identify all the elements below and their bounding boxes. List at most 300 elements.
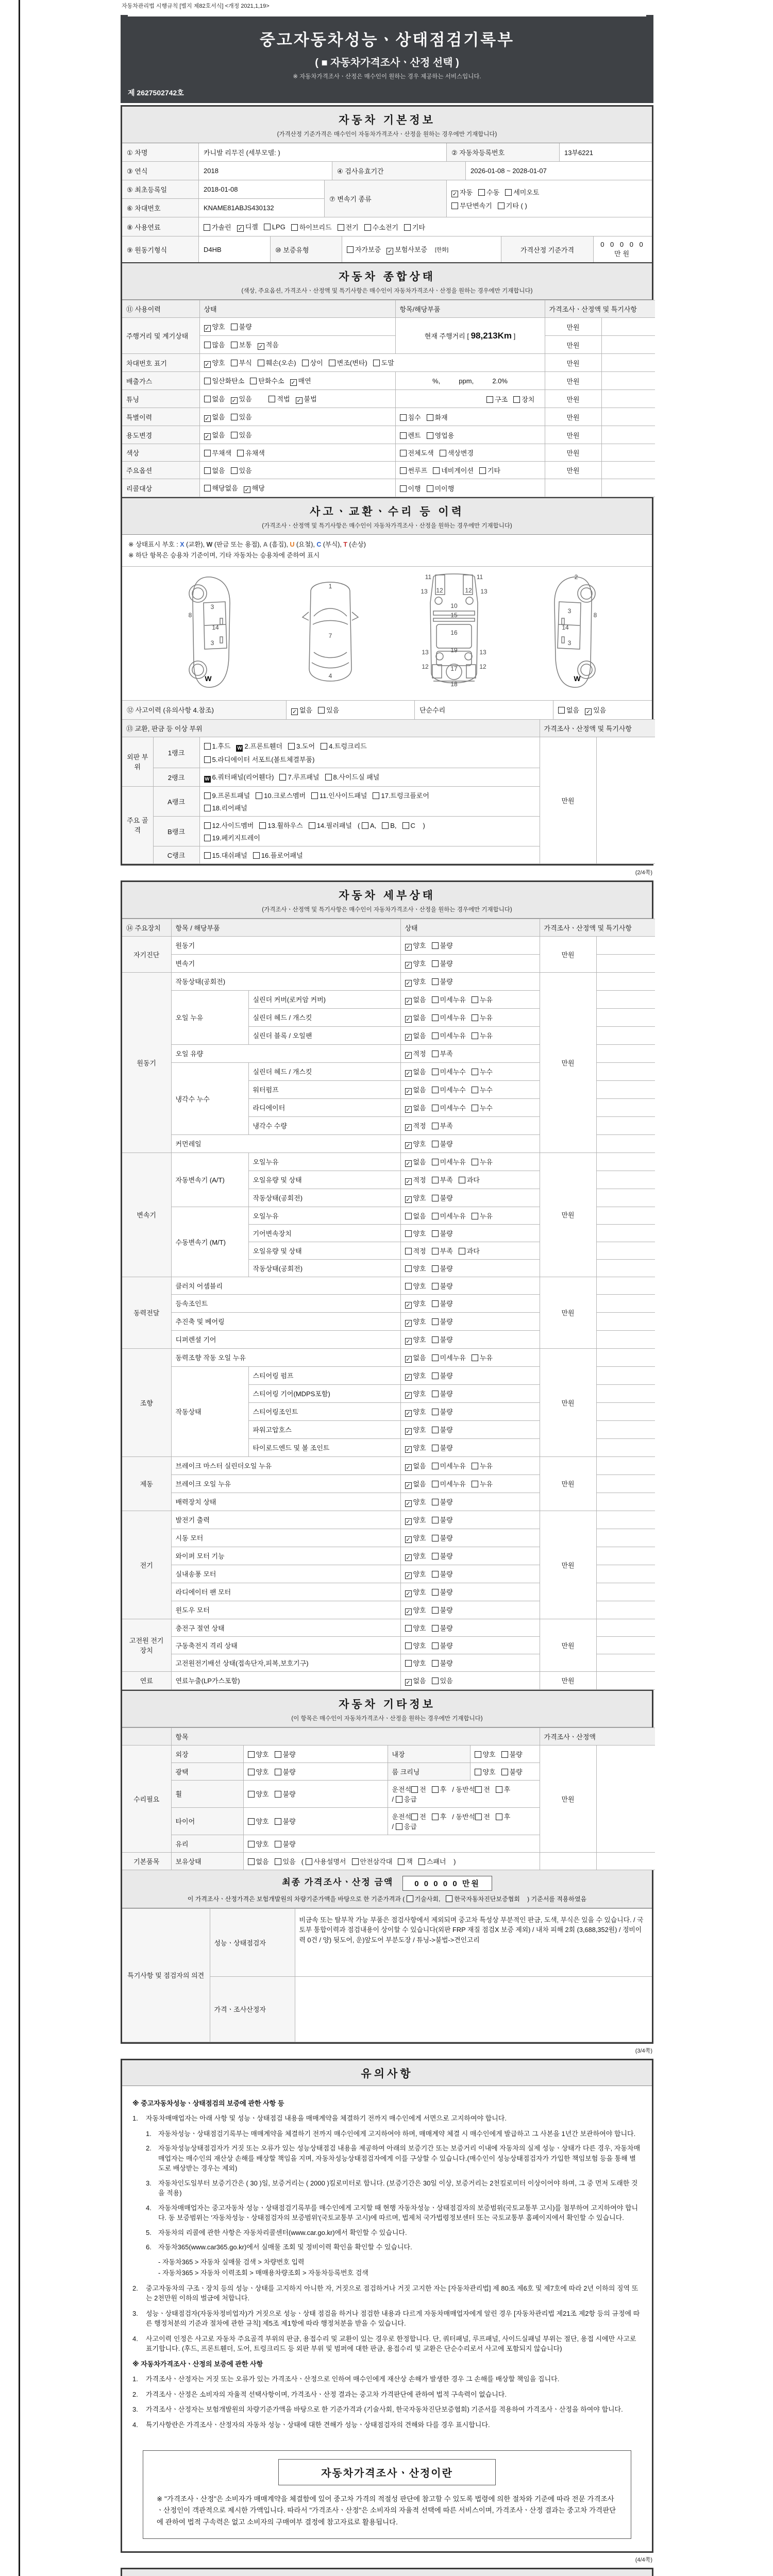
checkbox-icon: [446, 1895, 452, 1902]
checkbox-option-label: 누유: [479, 1212, 493, 1220]
checkbox-icon: [432, 1589, 439, 1596]
checkbox-icon: [318, 707, 325, 714]
checkbox-option: [432, 1587, 453, 1597]
checkbox-option: [472, 1030, 493, 1040]
checkbox-option: [248, 1767, 269, 1776]
checkbox-icon: ✓: [244, 487, 249, 493]
checkbox-option: [405, 1228, 426, 1238]
detail-item-note: [596, 1366, 655, 1384]
checkbox-icon: [432, 1123, 439, 1129]
checkbox-option: [396, 1794, 417, 1804]
checkbox-option: [325, 772, 380, 782]
checkbox-icon: [432, 1463, 439, 1469]
polish-label: 광택: [171, 1762, 243, 1780]
page-left-edge-line: [19, 0, 20, 2576]
checkbox-icon: [411, 1814, 418, 1820]
checkbox-icon: [275, 1791, 281, 1798]
detail-item-label: 연료누출(LP가스포함): [171, 1671, 400, 1689]
checkbox-option: [432, 1443, 453, 1452]
detail-item-options: [400, 1529, 540, 1547]
checkbox-icon: [204, 485, 211, 492]
checkbox-option: [405, 1048, 426, 1059]
text-segment: (: [301, 1857, 306, 1866]
checkbox-option: [264, 223, 285, 231]
simple-repair-label: 단순수리: [414, 701, 553, 719]
checkbox-option: [405, 1334, 426, 1345]
checkbox-option: [405, 1443, 426, 1453]
detail-item-options: [400, 1080, 540, 1098]
checkbox-icon: [451, 202, 458, 209]
checkbox-option-label: 적정: [413, 1122, 426, 1130]
notice-item-number: 4.: [146, 2204, 152, 2212]
checkbox-option: [501, 1749, 523, 1759]
checkbox-icon: ✓: [406, 1608, 411, 1615]
detail-mid-label: 수동변속기 (M/T): [171, 1207, 248, 1277]
checkbox-option-label: 잭: [406, 1857, 413, 1866]
checkbox-option-label: 없음: [413, 1480, 426, 1488]
checkbox-option-label: 후: [503, 1785, 511, 1793]
checkbox-icon: ✓: [406, 1392, 411, 1399]
detail-item-label: 라디에이터: [248, 1098, 400, 1116]
engine-type-value: D4HB: [198, 236, 270, 262]
checkbox-option-label: 부족: [440, 1122, 453, 1130]
checkbox-option: [400, 483, 421, 493]
checkbox-option: [432, 1211, 466, 1221]
rank2-label: 2랭크: [153, 768, 199, 786]
emission-note: [601, 372, 655, 390]
final-price-label: 최종 가격조사ㆍ산정 금액: [282, 1877, 394, 1887]
mileage-price-2: 만원: [545, 336, 601, 354]
notice-item-text: 중고자동차의 구조ㆍ장치 등의 성능ㆍ상태를 고지하지 아니한 자, 거짓으로 점검하거나 거짓 고지한 자는 [자동차관리법] 제 80조 제6호 및 제7호에 따라 2년 이하의 징역 또는 2천만원 이하의 벌금에 처합니다.: [146, 2284, 638, 2302]
checkbox-option: [472, 1157, 493, 1166]
checkbox-option: [204, 376, 245, 385]
inspection-period-label: ④ 검사유효기간: [332, 162, 465, 180]
checkbox-option: [459, 1246, 480, 1256]
detail-mid-label: 작동상태: [171, 1366, 248, 1456]
checkbox-option: [432, 1084, 466, 1094]
detail-item-label: 기어변속장치: [248, 1224, 400, 1242]
checkbox-option: [432, 1048, 453, 1058]
diagram-panel-number: 12: [436, 586, 443, 594]
reg-vin-stack: [122, 180, 324, 217]
interior-label: 내장: [388, 1745, 470, 1762]
checkbox-option-label: 해당: [251, 484, 265, 492]
checkbox-icon: [432, 942, 439, 949]
checkbox-option: [446, 1894, 520, 1903]
checkbox-option-label: 미세누유: [440, 1212, 466, 1220]
detail-item-label: 실린더 블록 / 오일팬: [248, 1026, 400, 1044]
checkbox-option-label: 보통: [239, 341, 252, 349]
detail-item-options: [400, 1330, 540, 1348]
checkbox-option-label: 없음: [413, 1158, 426, 1166]
text-segment: 운전석: [392, 1785, 412, 1793]
detail-item-label: 등속조인트: [171, 1294, 400, 1312]
checkbox-option: [248, 1839, 269, 1849]
detail-item-options: [400, 1062, 540, 1080]
checkbox-option: [400, 412, 421, 422]
detail-item-label: 스티어링 펌프: [248, 1366, 400, 1384]
checkbox-icon: ✓: [406, 1464, 411, 1471]
checkbox-option: [291, 222, 332, 232]
detail-group-price: 만원: [540, 1619, 596, 1671]
detail-item-options: [400, 954, 540, 972]
detail-item-label: 오일누유: [248, 1153, 400, 1171]
detail-item-options: [400, 1116, 540, 1134]
checkbox-icon: [400, 467, 407, 474]
checkbox-option-label: 적음: [265, 341, 279, 349]
checkbox-option: [405, 1211, 426, 1221]
detail-item-options: [400, 1026, 540, 1044]
diagram-panel-number: 3: [567, 607, 572, 615]
checkbox-option-label: 디젤: [245, 223, 258, 231]
checkbox-icon: [496, 1814, 502, 1820]
checkbox-option: [451, 187, 473, 197]
checkbox-icon: [382, 822, 389, 829]
checkbox-icon: [432, 1625, 439, 1632]
checkbox-option-label: 기타 ( ): [506, 202, 527, 210]
state-code-letter: U: [290, 541, 295, 548]
detail-item-note: [596, 1636, 655, 1654]
checkbox-option-label: 불량: [440, 1659, 453, 1667]
checkbox-option-label: 미세누유: [440, 1031, 466, 1040]
checkbox-option: [432, 1121, 453, 1130]
checkbox-option: [405, 1246, 426, 1256]
detail-item-note: [596, 1547, 655, 1565]
checkbox-option-label: 1.후드: [212, 742, 231, 750]
vin-marking-note: [601, 354, 655, 372]
checkbox-icon: [400, 432, 407, 439]
text-segment: (: [358, 821, 362, 829]
checkbox-icon: [279, 774, 286, 781]
detail-item-label: 충전구 절연 상태: [171, 1619, 400, 1636]
vin-value: KNAME81ABJS430132: [198, 199, 324, 217]
detail-item-options: [400, 1134, 540, 1153]
state-code-desc: (요철),: [294, 541, 317, 548]
checkbox-option-label: 변조(변타): [337, 359, 367, 367]
text-segment: /: [392, 1822, 396, 1831]
detail-group-price: 만원: [540, 1348, 596, 1456]
notice-item-line: - 자동차365 > 자동차 이력조회 > 매매용차량조회 > 자동차등록번호 검색: [158, 2269, 368, 2277]
checkbox-option: [398, 1856, 413, 1866]
checkbox-icon: [231, 432, 238, 438]
checkbox-option: [432, 1334, 453, 1344]
checkbox-option: [472, 1084, 493, 1094]
checkbox-option-label: 없음: [413, 1086, 426, 1094]
state-code-letter: W: [206, 541, 213, 548]
checkbox-option: [204, 222, 231, 232]
checkbox-option-label: 불량: [440, 1282, 453, 1290]
checkbox-option-label: 불량: [282, 1840, 296, 1848]
other-col-item: 항목: [171, 1727, 540, 1745]
checkbox-icon: [352, 1858, 359, 1865]
checkbox-icon: [432, 1372, 439, 1379]
checkbox-icon: [472, 1159, 478, 1165]
main-option-label: 주요옵션: [122, 462, 199, 479]
checkbox-icon: ✓: [388, 248, 393, 255]
checkbox-option-label: 미세누유: [440, 1480, 466, 1488]
checkbox-option: [318, 705, 339, 715]
checkbox-option: [275, 1789, 296, 1799]
detail-item-note: [596, 1189, 655, 1207]
detail-item-options: [400, 1601, 540, 1619]
checkbox-option: [231, 412, 252, 421]
checkbox-option: [405, 1640, 426, 1650]
checkbox-icon: [325, 774, 332, 781]
outer-panel-group-label: 외판 부위: [122, 737, 153, 786]
checkbox-option-label: 양호: [413, 1444, 426, 1452]
checkbox-option-label: 하이브리드: [299, 223, 332, 231]
tire-label: 타이어: [171, 1807, 243, 1835]
notice-item: [132, 2420, 642, 2430]
checkbox-option-label: 불량: [440, 1606, 453, 1614]
checkbox-option: [364, 222, 398, 232]
detail-item-note: [596, 1153, 655, 1171]
accident-legend: [122, 535, 652, 567]
detail-group-price: 만원: [540, 1277, 596, 1348]
detail-item-note: [596, 1080, 655, 1098]
exterior-options: [243, 1745, 388, 1762]
detail-item-note: [596, 1312, 655, 1330]
opinion-section-label: 특기사항 및 점검자의 의견: [122, 1908, 210, 2042]
detail-item-note: [596, 1511, 655, 1529]
checkbox-icon: [407, 1895, 413, 1902]
notice-item-text: 성능ㆍ상태점검자(자동차정비업자)가 거짓으로 성능ㆍ상태 점검을 하거나 점검한 내용과 다르게 자동차매매업자에게 알린 경우 [자동차관리법 제21조 제2항 등의 규정에 따른 행정처분의 기준과 절차에 관한 규칙] 제5조 제1항에 따라 행정처분을 받을 수 있습니다.: [146, 2309, 640, 2327]
detail-item-note: [596, 1098, 655, 1116]
diagram-panel-number: 13: [421, 587, 428, 595]
text-segment: ): [421, 821, 425, 829]
text-segment: 이 가격조사ㆍ산정가격은 보험개발원의 차량기준가액을 바탕으로 한 기준가격과 (: [187, 1895, 407, 1903]
checkbox-option-label: 양호: [413, 1588, 426, 1596]
checkbox-icon: [472, 1014, 478, 1021]
checkbox-option: [432, 1497, 453, 1506]
checkbox-option-label: 없음: [413, 1676, 426, 1685]
car-name-value: 카니발 리무진 (세부모델: ): [198, 143, 446, 161]
summary-col-price: 가격조사ㆍ산정액 및 특기사항: [545, 300, 655, 318]
usage-change-options: [199, 426, 395, 444]
detail-item-options: [400, 1511, 540, 1529]
checkbox-option-label: 기타: [412, 223, 426, 231]
checkbox-option-label: 5.라디에이터 서포트(볼트체결부품): [212, 755, 315, 764]
checkbox-icon: [288, 743, 295, 750]
checkbox-option: [382, 822, 396, 829]
panel-damage-price-header: 가격조사ㆍ산정액 및 특기사항: [540, 719, 655, 737]
checkbox-option-label: 훼손(오손): [265, 359, 296, 367]
checkbox-option-label: 과다: [466, 1176, 480, 1184]
rankC-items: [199, 846, 540, 863]
checkbox-option-label: 7.루프패널: [288, 773, 320, 781]
checkbox-icon: [204, 396, 211, 402]
checkbox-option-label: 있음: [440, 1676, 453, 1685]
checkbox-option-label: 세미오토: [513, 189, 540, 196]
checkbox-option-label: 누유: [479, 995, 493, 1004]
diagram-panel-number: 4: [328, 672, 332, 680]
text-segment: ) 기준서를 적용하였음: [525, 1895, 587, 1903]
checkbox-option-label: 수소전기: [372, 223, 398, 231]
other-info-table: [122, 1727, 655, 1870]
recall-price: [545, 479, 601, 497]
checkbox-option: [373, 790, 429, 800]
checkbox-option-label: 양호: [482, 1750, 496, 1758]
basic-info-title: [122, 107, 652, 143]
notice-item-number: 2.: [146, 2144, 152, 2152]
checkbox-option-label: 불량: [282, 1790, 296, 1798]
checkbox-icon: [432, 1535, 439, 1541]
checkbox-icon: ✓: [406, 1500, 411, 1507]
checkbox-option: [432, 1605, 453, 1615]
checkbox-icon: [432, 1265, 439, 1272]
checkbox-option-label: 전체도색: [408, 449, 434, 457]
checkbox-option-label: 없음: [212, 395, 225, 403]
recall-items: [395, 479, 545, 497]
checkbox-option-label: 없음: [413, 1353, 426, 1362]
special-history-label: 특별이력: [122, 408, 199, 426]
detail-item-note: [596, 1438, 655, 1456]
checkbox-option: [432, 1784, 447, 1794]
checkbox-icon: ✓: [406, 1196, 411, 1203]
checkbox-option-label: 불량: [440, 941, 453, 950]
checkbox-option-label: 있음: [239, 431, 252, 439]
checkbox-option-label: 12.사이드멤버: [212, 821, 254, 829]
checkbox-option-label: 불량: [440, 1552, 453, 1560]
checkbox-option: [472, 1066, 493, 1076]
checkbox-option-label: 수동: [486, 189, 500, 196]
accident-history-options: [286, 701, 414, 719]
checkbox-option: [432, 1316, 453, 1326]
special-history-price: 만원: [545, 408, 601, 426]
detail-item-note: [596, 954, 655, 972]
checkbox-icon: [364, 224, 371, 231]
checkbox-icon: [411, 1786, 418, 1793]
detail-item-options: [400, 1189, 540, 1207]
checkbox-icon: [432, 1195, 439, 1201]
rank1-label: 1랭크: [153, 737, 199, 768]
detail-state-title-note: (가격조사ㆍ산정액 및 특기사항은 매수인이 자동차가격조사ㆍ산정을 원하는 경우에만 기재합니다): [262, 906, 512, 913]
checkbox-option-label: 미세누유: [440, 1353, 466, 1362]
checkbox-icon: [405, 1625, 412, 1632]
checkbox-option-label: 불량: [440, 977, 453, 986]
checkbox-icon: ✓: [406, 1142, 411, 1149]
checkbox-icon: [432, 1213, 439, 1219]
accident-title-note: (가격조사ㆍ산정액 및 특기사항은 매수인이 자동차가격조사ㆍ산정을 원하는 경우에만 기재합니다): [262, 523, 512, 529]
wheel-positions: [388, 1780, 540, 1807]
transmission-options: [446, 180, 652, 217]
checkbox-option: [405, 1675, 426, 1686]
rankA-label: A랭크: [153, 786, 199, 816]
notice-item-line: - 자동차365 > 자동차 실매물 검색 > 차량번호 입력: [158, 2258, 305, 2266]
diagram-panel-number: 15: [450, 611, 458, 619]
checkbox-option-label: 무단변속기: [460, 202, 492, 210]
checkbox-option-label: 13.휠하우스: [267, 821, 303, 829]
checkbox-option: [433, 465, 474, 475]
checkbox-icon: ✓: [406, 1338, 411, 1345]
summary-state-title: [122, 262, 652, 300]
rank1-items: [199, 737, 540, 768]
diagram-panel-number: 17: [450, 665, 458, 672]
checkbox-option: [373, 358, 394, 367]
checkbox-option-label: 15.대쉬패널: [212, 851, 247, 859]
checkbox-option: [472, 1211, 493, 1221]
checkbox-icon: [275, 1858, 281, 1865]
recall-label: 리콜대상: [122, 479, 199, 497]
checkbox-option-label: 누유: [479, 1013, 493, 1022]
detail-group-label: 고전원 전기장치: [122, 1619, 171, 1671]
diagram-panel-number: 1: [328, 582, 332, 590]
car-diagram-svg: [124, 571, 650, 693]
checkbox-option: [396, 1821, 417, 1831]
state-code-letter: X: [180, 541, 184, 548]
checkbox-option: [288, 741, 315, 751]
checkbox-option-label: 부족: [440, 1247, 453, 1255]
checkbox-option: [432, 1103, 466, 1112]
checkbox-icon: ✓: [231, 398, 237, 404]
mileage-price-1: 만원: [545, 318, 601, 336]
checkbox-option-label: 6.쿼터패널(리어휀다): [212, 773, 274, 781]
checkbox-option: [432, 1012, 466, 1022]
detail-item-options: [400, 1207, 540, 1224]
detail-item-options: [400, 1171, 540, 1189]
text-segment: / 동반석: [452, 1785, 476, 1793]
checkbox-option-label: 누수: [479, 1086, 493, 1094]
checkbox-option-label: 미세누유: [440, 1462, 466, 1470]
checkbox-option-label: 불량: [509, 1750, 523, 1758]
checkbox-option-label: 14.필러패널: [316, 821, 352, 829]
checkbox-icon: [402, 822, 409, 829]
detail-state-title-text: 자동차 세부상태: [339, 889, 435, 902]
checkbox-option: [427, 412, 448, 422]
diagram-panel-number: 3: [567, 639, 572, 647]
checkbox-option-label: 있음: [326, 706, 340, 714]
summary-state-table: [122, 300, 655, 497]
checkbox-option-label: 누수: [479, 1104, 493, 1112]
checkbox-option: [204, 820, 254, 830]
opinion-table: [122, 1908, 652, 2042]
checkbox-option: [451, 200, 492, 210]
detail-item-label: 워터펌프: [248, 1080, 400, 1098]
checkbox-icon: [432, 1571, 439, 1578]
checkbox-option: [427, 430, 455, 440]
notice-item-number: 1.: [146, 2129, 152, 2138]
checkbox-option: [472, 1352, 493, 1362]
tuning-price: 만원: [545, 390, 601, 408]
checkbox-option: [405, 1551, 426, 1561]
checkbox-option: [432, 976, 453, 986]
checkbox-icon: [204, 835, 211, 841]
other-info-title-text: 자동차 기타정보: [339, 1698, 435, 1710]
checkbox-option: [405, 1515, 426, 1525]
detail-item-options: [400, 990, 540, 1008]
checkbox-icon: [432, 1814, 439, 1820]
checkbox-icon: ✓: [205, 434, 210, 440]
checkbox-option: [231, 321, 252, 331]
warranty-type-options: [342, 236, 501, 262]
checkbox-option: [400, 465, 428, 475]
checkbox-option-label: 미이행: [434, 484, 455, 493]
diagram-panel-number: 19: [450, 646, 458, 654]
checkbox-icon: [432, 996, 439, 1003]
detail-item-label: 파워고압호스: [248, 1420, 400, 1438]
checkbox-option: [231, 465, 252, 475]
checkbox-icon: ✓: [291, 380, 296, 386]
checkbox-option-label: 없음: [299, 706, 313, 714]
state-code-desc: (부식),: [321, 541, 344, 548]
checkbox-option-label: 이행: [408, 484, 421, 493]
checkbox-option: [432, 1193, 453, 1202]
detail-item-note: [596, 1207, 655, 1224]
checkbox-option-label: 자가보증: [355, 246, 381, 253]
detail-item-label: 배력장치 상태: [171, 1493, 400, 1511]
text-segment: [258, 395, 269, 403]
checkbox-option-label: 부족: [440, 1049, 453, 1058]
